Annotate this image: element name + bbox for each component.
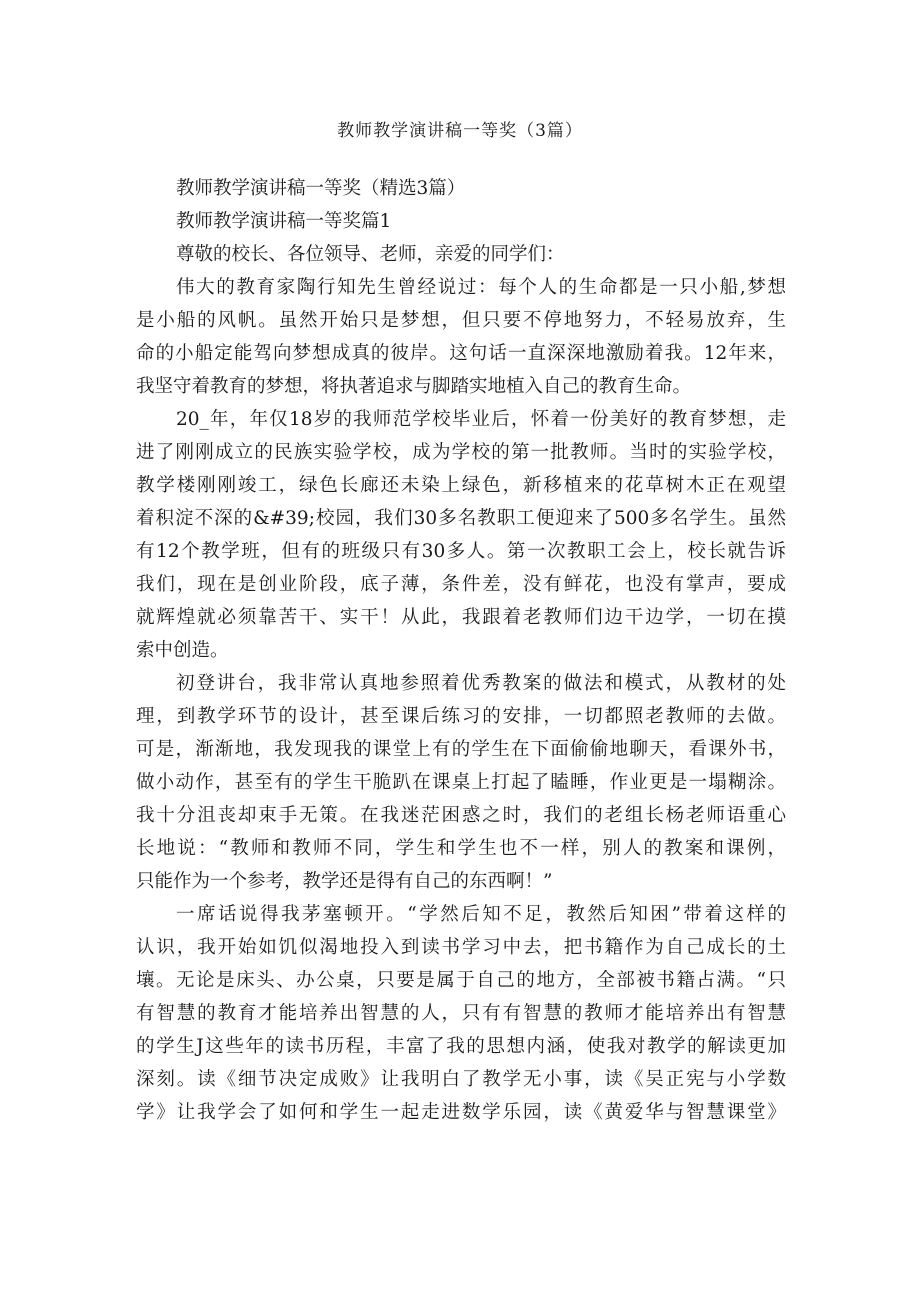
text-line: 有12个教学班，但有的班级只有30多人。第一次教职工会上，校长就告诉 xyxy=(136,541,786,562)
text-line: 只能作为一个参考，教学还是得有自己的东西啊！” xyxy=(136,871,553,892)
text-line: 我十分沮丧却束手无策。在我迷茫困惑之时，我们的老组长杨老师语重心 xyxy=(136,805,786,826)
text-line: 理，到教学环节的设计，甚至课后练习的安排，一切都照老教师的去做。 xyxy=(136,706,786,727)
text-line: 20_年，年仅18岁的我师范学校毕业后，怀着一份美好的教育梦想，走 xyxy=(176,409,786,430)
document-body xyxy=(136,172,786,1129)
text-line: 做小动作，甚至有的学生干脆趴在课桌上打起了瞌睡，作业更是一塌糊涂。 xyxy=(136,772,786,793)
text-line: 的学生J这些年的读书历程，丰富了我的思想内涵，使我对教学的解读更加 xyxy=(136,1036,786,1057)
text-line: 着积淀不深的&#39;校园，我们30多名教职工便迎来了500多名学生。虽然 xyxy=(136,508,786,529)
text-line: 有智慧的教育才能培养出智慧的人，只有有智慧的教师才能培养出有智慧 xyxy=(136,1003,786,1024)
text-line: 我们，现在是创业阶段，底子薄，条件差，没有鲜花，也没有掌声，要成 xyxy=(136,574,786,595)
text-line: 初登讲台，我非常认真地参照着优秀教案的做法和模式，从教材的处 xyxy=(176,673,786,694)
text-line: 可是，渐渐地，我发现我的课堂上有的学生在下面偷偷地聊天，看课外书， xyxy=(136,739,786,760)
text-line: 一席话说得我茅塞顿开。“学然后知不足，教然后知困”带着这样的 xyxy=(176,904,786,925)
document-title: 教师教学演讲稿一等奖（3篇） xyxy=(337,121,583,141)
text-line: 教师教学演讲稿一等奖篇1 xyxy=(176,211,392,232)
text-line: 就辉煌就必须靠苦干、实干！从此，我跟着老教师们边干边学，一切在摸 xyxy=(136,607,786,628)
text-line: 伟大的教育家陶行知先生曾经说过：每个人的生命都是一只小船,梦想 xyxy=(176,277,786,298)
text-line: 教学楼刚刚竣工，绿色长廊还未染上绿色，新移植来的花草树木正在观望 xyxy=(136,475,786,496)
text-line: 长地说：“教师和教师不同，学生和学生也不一样，别人的教案和课例， xyxy=(136,838,786,859)
text-line: 壤。无论是床头、办公桌，只要是属于自己的地方，全部被书籍占满。“只 xyxy=(136,970,786,991)
text-line: 尊敬的校长、各位领导、老师，亲爱的同学们： xyxy=(176,244,565,265)
text-line: 教师教学演讲稿一等奖（精选3篇） xyxy=(176,178,466,199)
text-line: 是小船的风帆。虽然开始只是梦想，但只要不停地努力，不轻易放弃，生 xyxy=(136,310,786,331)
text-line: 学》让我学会了如何和学生一起走进数学乐园，读《黄爱华与智慧课堂》 xyxy=(136,1102,786,1123)
text-line: 深刻。读《细节决定成败》让我明白了教学无小事，读《吴正宪与小学数 xyxy=(136,1069,786,1090)
text-line: 索中创造。 xyxy=(136,640,229,661)
text-line: 命的小船定能驾向梦想成真的彼岸。这句话一直深深地激励着我。12年来， xyxy=(136,343,786,364)
text-line: 进了刚刚成立的民族实验学校，成为学校的第一批教师。当时的实验学校， xyxy=(136,442,786,463)
text-line: 认识，我开始如饥似渴地投入到读书学习中去，把书籍作为自己成长的土 xyxy=(136,937,786,958)
text-line: 我坚守着教育的梦想，将执著追求与脚踏实地植入自己的教育生命。 xyxy=(136,376,692,397)
